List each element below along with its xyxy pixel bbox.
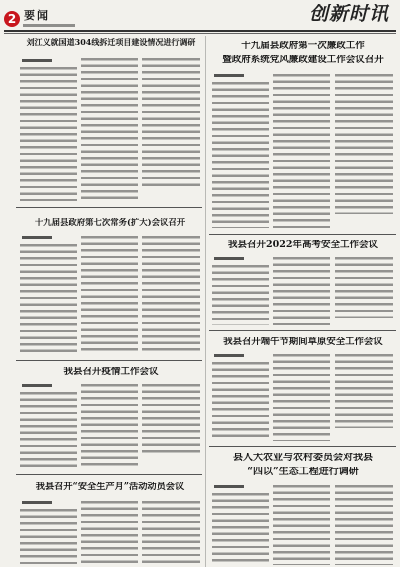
article-body-column — [142, 384, 200, 456]
article-body-column — [335, 74, 393, 214]
header-rule-thin — [4, 33, 396, 34]
article-body-column — [335, 354, 393, 428]
section-title: 要闻 — [24, 9, 50, 22]
article-body-column — [273, 485, 330, 565]
article-headline-line: 暨政府系统党风廉政建设工作会议召开 — [222, 55, 384, 65]
article-body-column — [212, 82, 269, 228]
article-headline-line: 县人大农业与农村委员会对我县 — [233, 453, 373, 463]
article-body-column — [81, 384, 138, 469]
article-body-column — [142, 58, 200, 188]
article-body-column — [212, 265, 269, 325]
article-body-column — [20, 509, 77, 565]
article-body-column — [335, 257, 393, 318]
article-headline: 我县召开疫情工作会议 — [63, 367, 159, 377]
article-headline: 刘江义就国道304线拆迁项目建设情况进行调研 — [26, 38, 196, 46]
byline — [22, 384, 52, 387]
article-body-column — [142, 236, 200, 355]
article-body-column — [81, 236, 138, 355]
article-headline: 我县召开“安全生产月”活动动员会议 — [35, 482, 185, 492]
byline — [214, 257, 244, 260]
article-headline: 我县召开端午节期间草原安全工作会议 — [223, 337, 383, 347]
byline — [22, 236, 52, 239]
header-rule — [4, 30, 396, 32]
article-separator — [16, 360, 202, 361]
article-separator — [16, 207, 202, 208]
article-body-column — [335, 485, 393, 565]
article-headline: 十九届县政府第七次常务(扩大)会议召开 — [34, 218, 186, 227]
article-separator — [209, 234, 396, 235]
byline — [214, 74, 244, 77]
hotline-text — [23, 24, 75, 27]
article-body-column — [20, 244, 77, 355]
article-body-column — [273, 354, 330, 441]
article-body-column — [142, 501, 200, 565]
article-body-column — [20, 67, 77, 201]
article-body-column — [273, 74, 330, 228]
masthead-logo: 创新时讯 — [308, 4, 389, 25]
page-number-badge: 2 — [4, 11, 20, 27]
article-body-column — [81, 501, 138, 565]
article-body-column — [273, 257, 330, 325]
article-body-column — [212, 362, 269, 441]
article-separator — [209, 330, 396, 331]
article-body-column — [81, 58, 138, 201]
article-headline-line: 十九届县政府第一次廉政工作 — [241, 41, 365, 51]
byline — [214, 354, 244, 357]
byline — [22, 501, 52, 504]
article-headline-line: “四以”生态工程进行调研 — [247, 467, 359, 477]
article-body-column — [20, 392, 77, 469]
column-divider — [205, 36, 206, 567]
article-body-column — [212, 493, 269, 565]
byline — [22, 59, 52, 62]
article-separator — [209, 446, 396, 447]
byline — [214, 485, 244, 488]
article-separator — [16, 474, 202, 475]
article-headline: 我县召开2022年高考安全工作会议 — [228, 240, 378, 250]
